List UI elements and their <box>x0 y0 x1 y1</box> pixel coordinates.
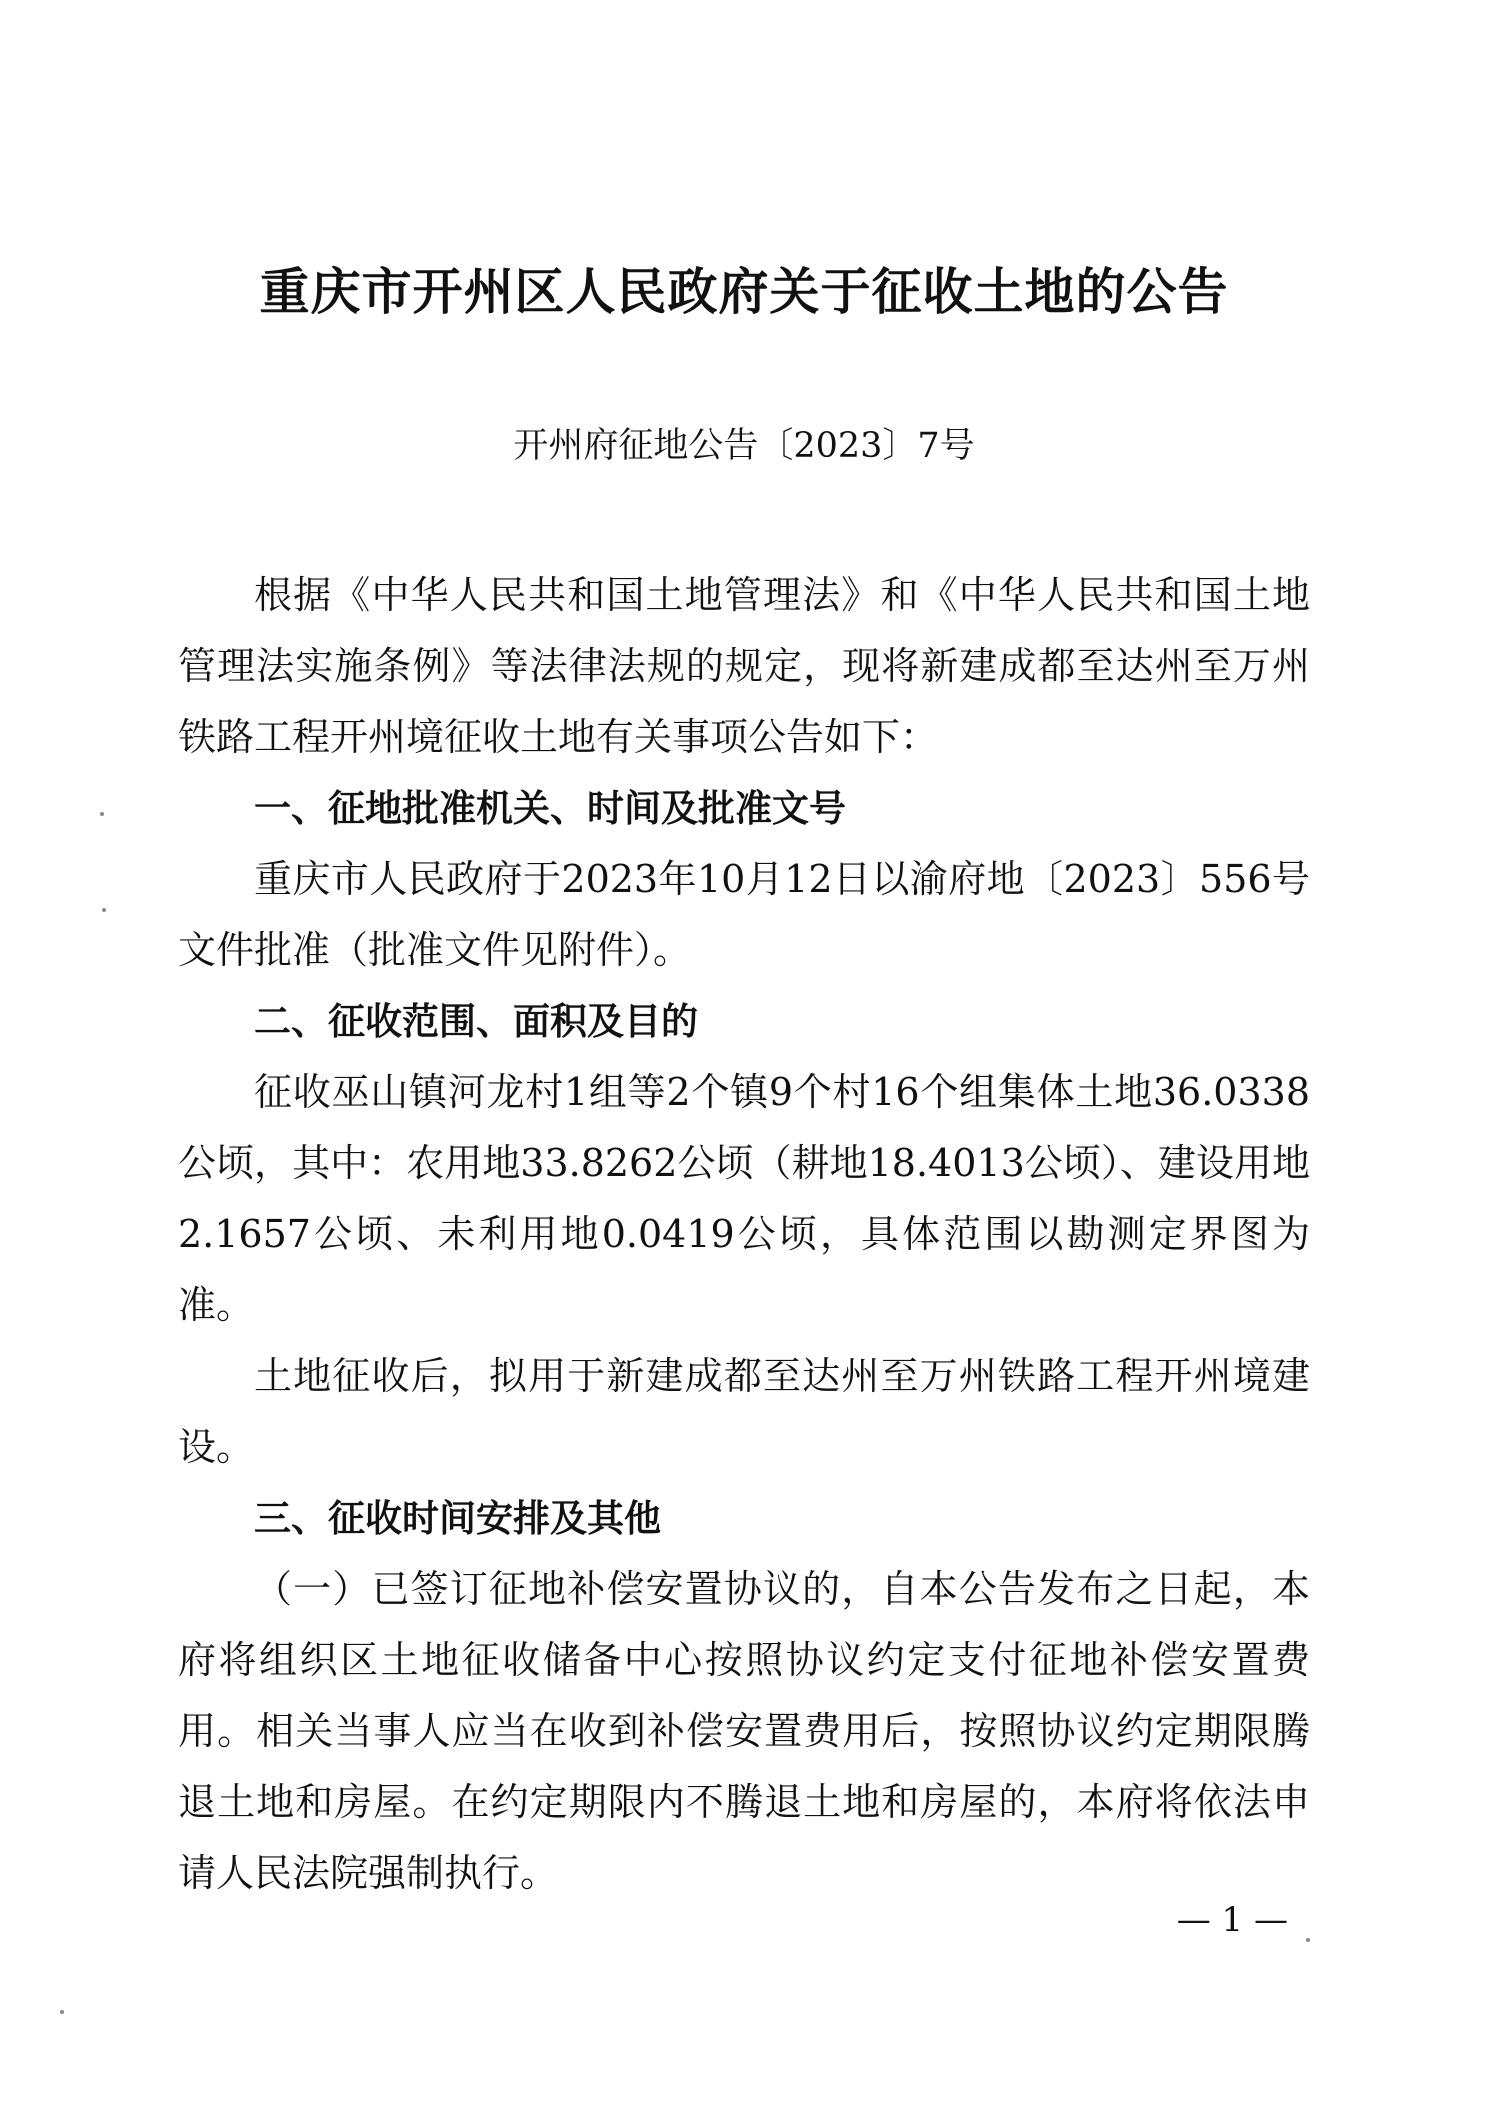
paragraph-scope: 征收巫山镇河龙村1组等2个镇9个村16个组集体土地36.0338公顷，其中：农用地33.8262公顷（耕地18.4013公顷）、建设用地2.1657公顷、未利用地0.0419公顷，具体范围以勘测定界图为准。 <box>178 1070 1310 1327</box>
paragraph-schedule: （一）已签订征地补偿安置协议的，自本公告发布之日起，本府将组织区土地征收储备中心按照协议约定支付征地补偿安置费用。相关当事人应当在收到补偿安置费用后，按照协议约定期限腾退土地和房屋。在约定期限内不腾退土地和房屋的，本府将依法申请人民法院强制执行。 <box>178 1567 1310 1895</box>
paragraph-intro: 根据《中华人民共和国土地管理法》和《中华人民共和国土地管理法实施条例》等法律法规的规定，现将新建成都至达州至万州铁路工程开州境征收土地有关事项公告如下： <box>178 573 1310 759</box>
page-number: — 1 — <box>1176 1900 1288 1940</box>
document-body <box>178 560 1310 1909</box>
document-number: 开州府征地公告〔2023〕7号 <box>513 426 975 466</box>
paragraph-purpose: 土地征收后，拟用于新建成都至达州至万州铁路工程开州境建设。 <box>178 1354 1310 1469</box>
page-title: 重庆市开州区人民政府关于征收土地的公告 <box>259 263 1229 321</box>
paragraph-approval: 重庆市人民政府于2023年10月12日以渝府地〔2023〕556号文件批准（批准文件见附件）。 <box>178 857 1310 972</box>
section-heading-2: 二、征收范围、面积及目的 <box>254 1000 698 1043</box>
section-heading-3: 三、征收时间安排及其他 <box>254 1497 661 1540</box>
section-heading-1: 一、征地批准机关、时间及批准文号 <box>254 787 846 830</box>
scan-speck <box>102 908 106 912</box>
scan-speck <box>100 812 104 816</box>
scan-speck <box>60 2010 64 2014</box>
scan-speck <box>1306 1938 1310 1942</box>
